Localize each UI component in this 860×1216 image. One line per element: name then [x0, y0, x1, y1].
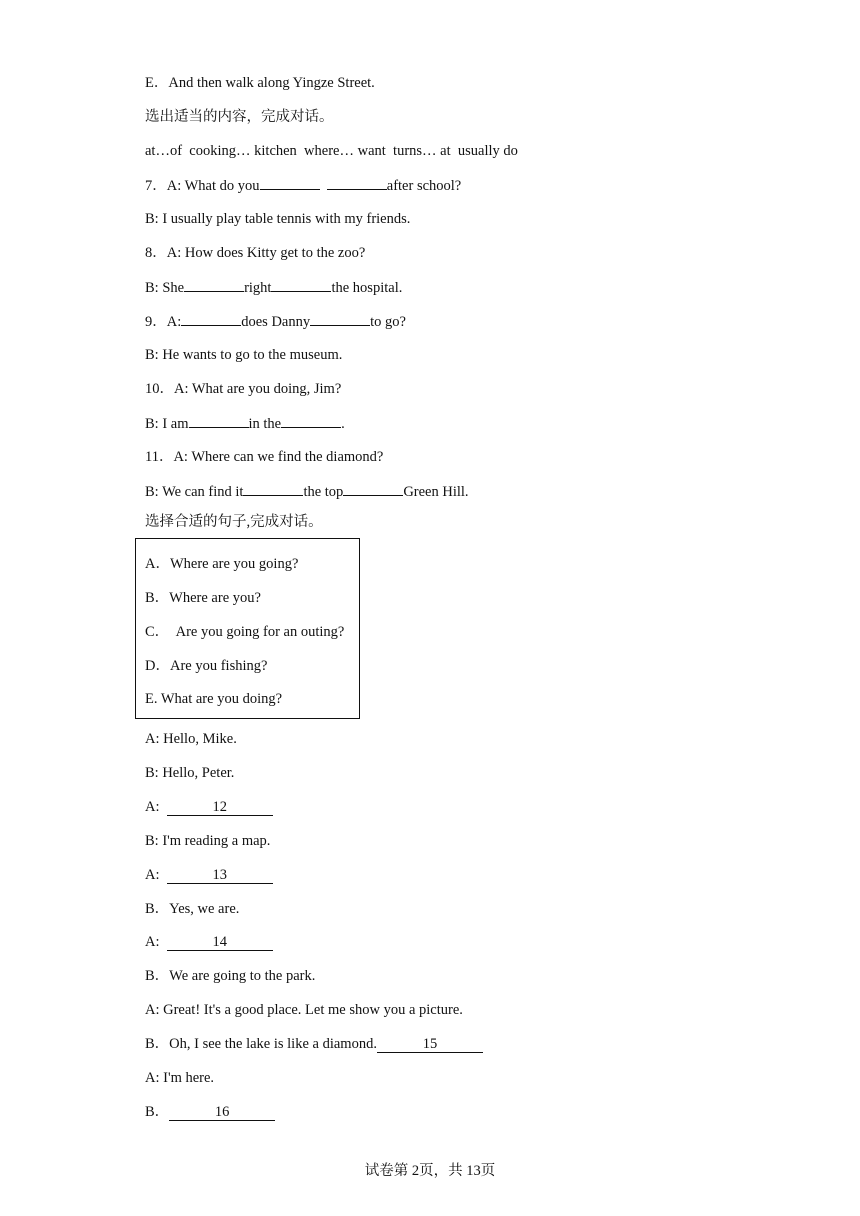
- word-bank-text: at…of cooking… kitchen where… want turns… at usually do: [145, 143, 518, 159]
- blank-number: 14: [212, 934, 227, 950]
- dialogue-line: [145, 798, 273, 816]
- q8b-suffix: the hospital.: [331, 280, 403, 296]
- question-11-a: [145, 448, 383, 466]
- numbered-blank-12[interactable]: [167, 799, 273, 816]
- option-d-text: D．Are you fishing?: [145, 658, 268, 674]
- dialogue-line: [145, 967, 315, 985]
- question-7-b: [145, 210, 410, 228]
- q11b-suffix: Green Hill.: [403, 484, 469, 500]
- option-e: [145, 690, 282, 708]
- page-footer: [0, 1162, 860, 1180]
- dialogue-line: [145, 1001, 463, 1019]
- question-7-a: [145, 176, 461, 195]
- numbered-blank-15[interactable]: [377, 1036, 483, 1053]
- dialogue-text: B．We are going to the park.: [145, 968, 316, 984]
- question-8-a: [145, 244, 365, 262]
- dialogue-line: [145, 933, 273, 951]
- dialogue-line: [145, 832, 270, 850]
- blank-number: 15: [422, 1036, 438, 1052]
- dialogue-line: [145, 866, 273, 884]
- dialogue-prefix: B．: [145, 1104, 170, 1120]
- answer-blank[interactable]: [184, 278, 244, 292]
- dialogue-line: [145, 900, 239, 918]
- word-bank: [145, 142, 518, 160]
- dialogue-line: [145, 1035, 483, 1053]
- answer-blank[interactable]: [243, 482, 303, 496]
- answer-blank[interactable]: [260, 176, 320, 190]
- answer-blank[interactable]: [343, 482, 403, 496]
- q11a-text: 11．A: Where can we find the diamond?: [145, 449, 384, 465]
- option-c-text: C． Are you going for an outing?: [145, 624, 345, 640]
- question-11-b: [145, 482, 469, 501]
- q10b-suffix: .: [341, 416, 345, 432]
- q10a-text: 10．A: What are you doing, Jim?: [145, 381, 342, 397]
- dialogue-line: [145, 764, 234, 782]
- q7a-prefix: 7．A: What do you: [145, 178, 260, 194]
- question-9-b: [145, 346, 342, 364]
- blank-number: 13: [212, 867, 227, 883]
- numbered-blank-16[interactable]: [169, 1104, 275, 1121]
- dialogue-line: [145, 1103, 275, 1121]
- dialogue-prefix: A:: [145, 934, 167, 950]
- q9b-text: B: He wants to go to the museum.: [145, 347, 343, 363]
- question-8-b: [145, 278, 402, 297]
- option-b: [145, 589, 261, 607]
- q8b-prefix: B: She: [145, 280, 185, 296]
- answer-blank[interactable]: [189, 414, 249, 428]
- dialogue-prefix: B．Oh, I see the lake is like a diamond.: [145, 1036, 377, 1052]
- option-e-text: E．And then walk along Yingze Street.: [145, 75, 375, 91]
- dialogue-text: A: Hello, Mike.: [145, 731, 237, 747]
- dialogue-text: A: I'm here.: [145, 1070, 215, 1086]
- question-9-a: [145, 312, 406, 331]
- option-e-line: [145, 74, 375, 92]
- blank-number: 16: [214, 1104, 230, 1120]
- answer-blank[interactable]: [181, 312, 241, 326]
- blank-number: 12: [212, 799, 227, 815]
- answer-blank[interactable]: [327, 176, 387, 190]
- q7b-text: B: I usually play table tennis with my friends.: [145, 211, 411, 227]
- option-e-text-box: E. What are you doing?: [145, 691, 283, 707]
- q7a-suffix: after school?: [386, 178, 462, 194]
- answer-blank[interactable]: [271, 278, 331, 292]
- q11b-middle: the top: [303, 484, 344, 500]
- page-number-text: 试卷第 2页，共 13页: [364, 1163, 496, 1179]
- dialogue-line: [145, 730, 237, 748]
- numbered-blank-14[interactable]: [167, 934, 273, 951]
- question-10-a: [145, 380, 341, 398]
- q8a-text: 8．A: How does Kitty get to the zoo?: [145, 245, 366, 261]
- dialogue-text: B: I'm reading a map.: [145, 833, 271, 849]
- q9a-suffix: to go?: [370, 314, 406, 330]
- q11b-prefix: B: We can find it: [145, 484, 244, 500]
- answer-blank[interactable]: [310, 312, 370, 326]
- option-a-text: A．Where are you going?: [145, 556, 299, 572]
- q9a-prefix: 9．A:: [145, 314, 182, 330]
- option-c: [145, 623, 344, 641]
- question-10-b: [145, 414, 345, 433]
- numbered-blank-13[interactable]: [167, 867, 273, 884]
- dialogue-prefix: A:: [145, 867, 167, 883]
- q9a-middle: does Danny: [241, 314, 311, 330]
- section2-instruction-text: 选择合适的句子,完成对话。: [145, 514, 323, 530]
- answer-blank[interactable]: [281, 414, 341, 428]
- option-a: [145, 555, 298, 573]
- q8b-middle: right: [244, 280, 272, 296]
- dialogue-prefix: A:: [145, 799, 167, 815]
- dialogue-text: A: Great! It's a good place. Let me show you a picture.: [145, 1002, 463, 1018]
- section1-instruction-text: 选出适当的内容，完成对话。: [145, 109, 334, 125]
- dialogue-line: [145, 1069, 214, 1087]
- option-d: [145, 657, 267, 675]
- dialogue-text: B．Yes, we are.: [145, 901, 240, 917]
- section1-instruction: [145, 108, 334, 126]
- option-b-text: B．Where are you?: [145, 590, 261, 606]
- q10b-middle: in the: [248, 416, 282, 432]
- section2-instruction: [145, 513, 323, 531]
- q10b-prefix: B: I am: [145, 416, 189, 432]
- dialogue-text: B: Hello, Peter.: [145, 765, 235, 781]
